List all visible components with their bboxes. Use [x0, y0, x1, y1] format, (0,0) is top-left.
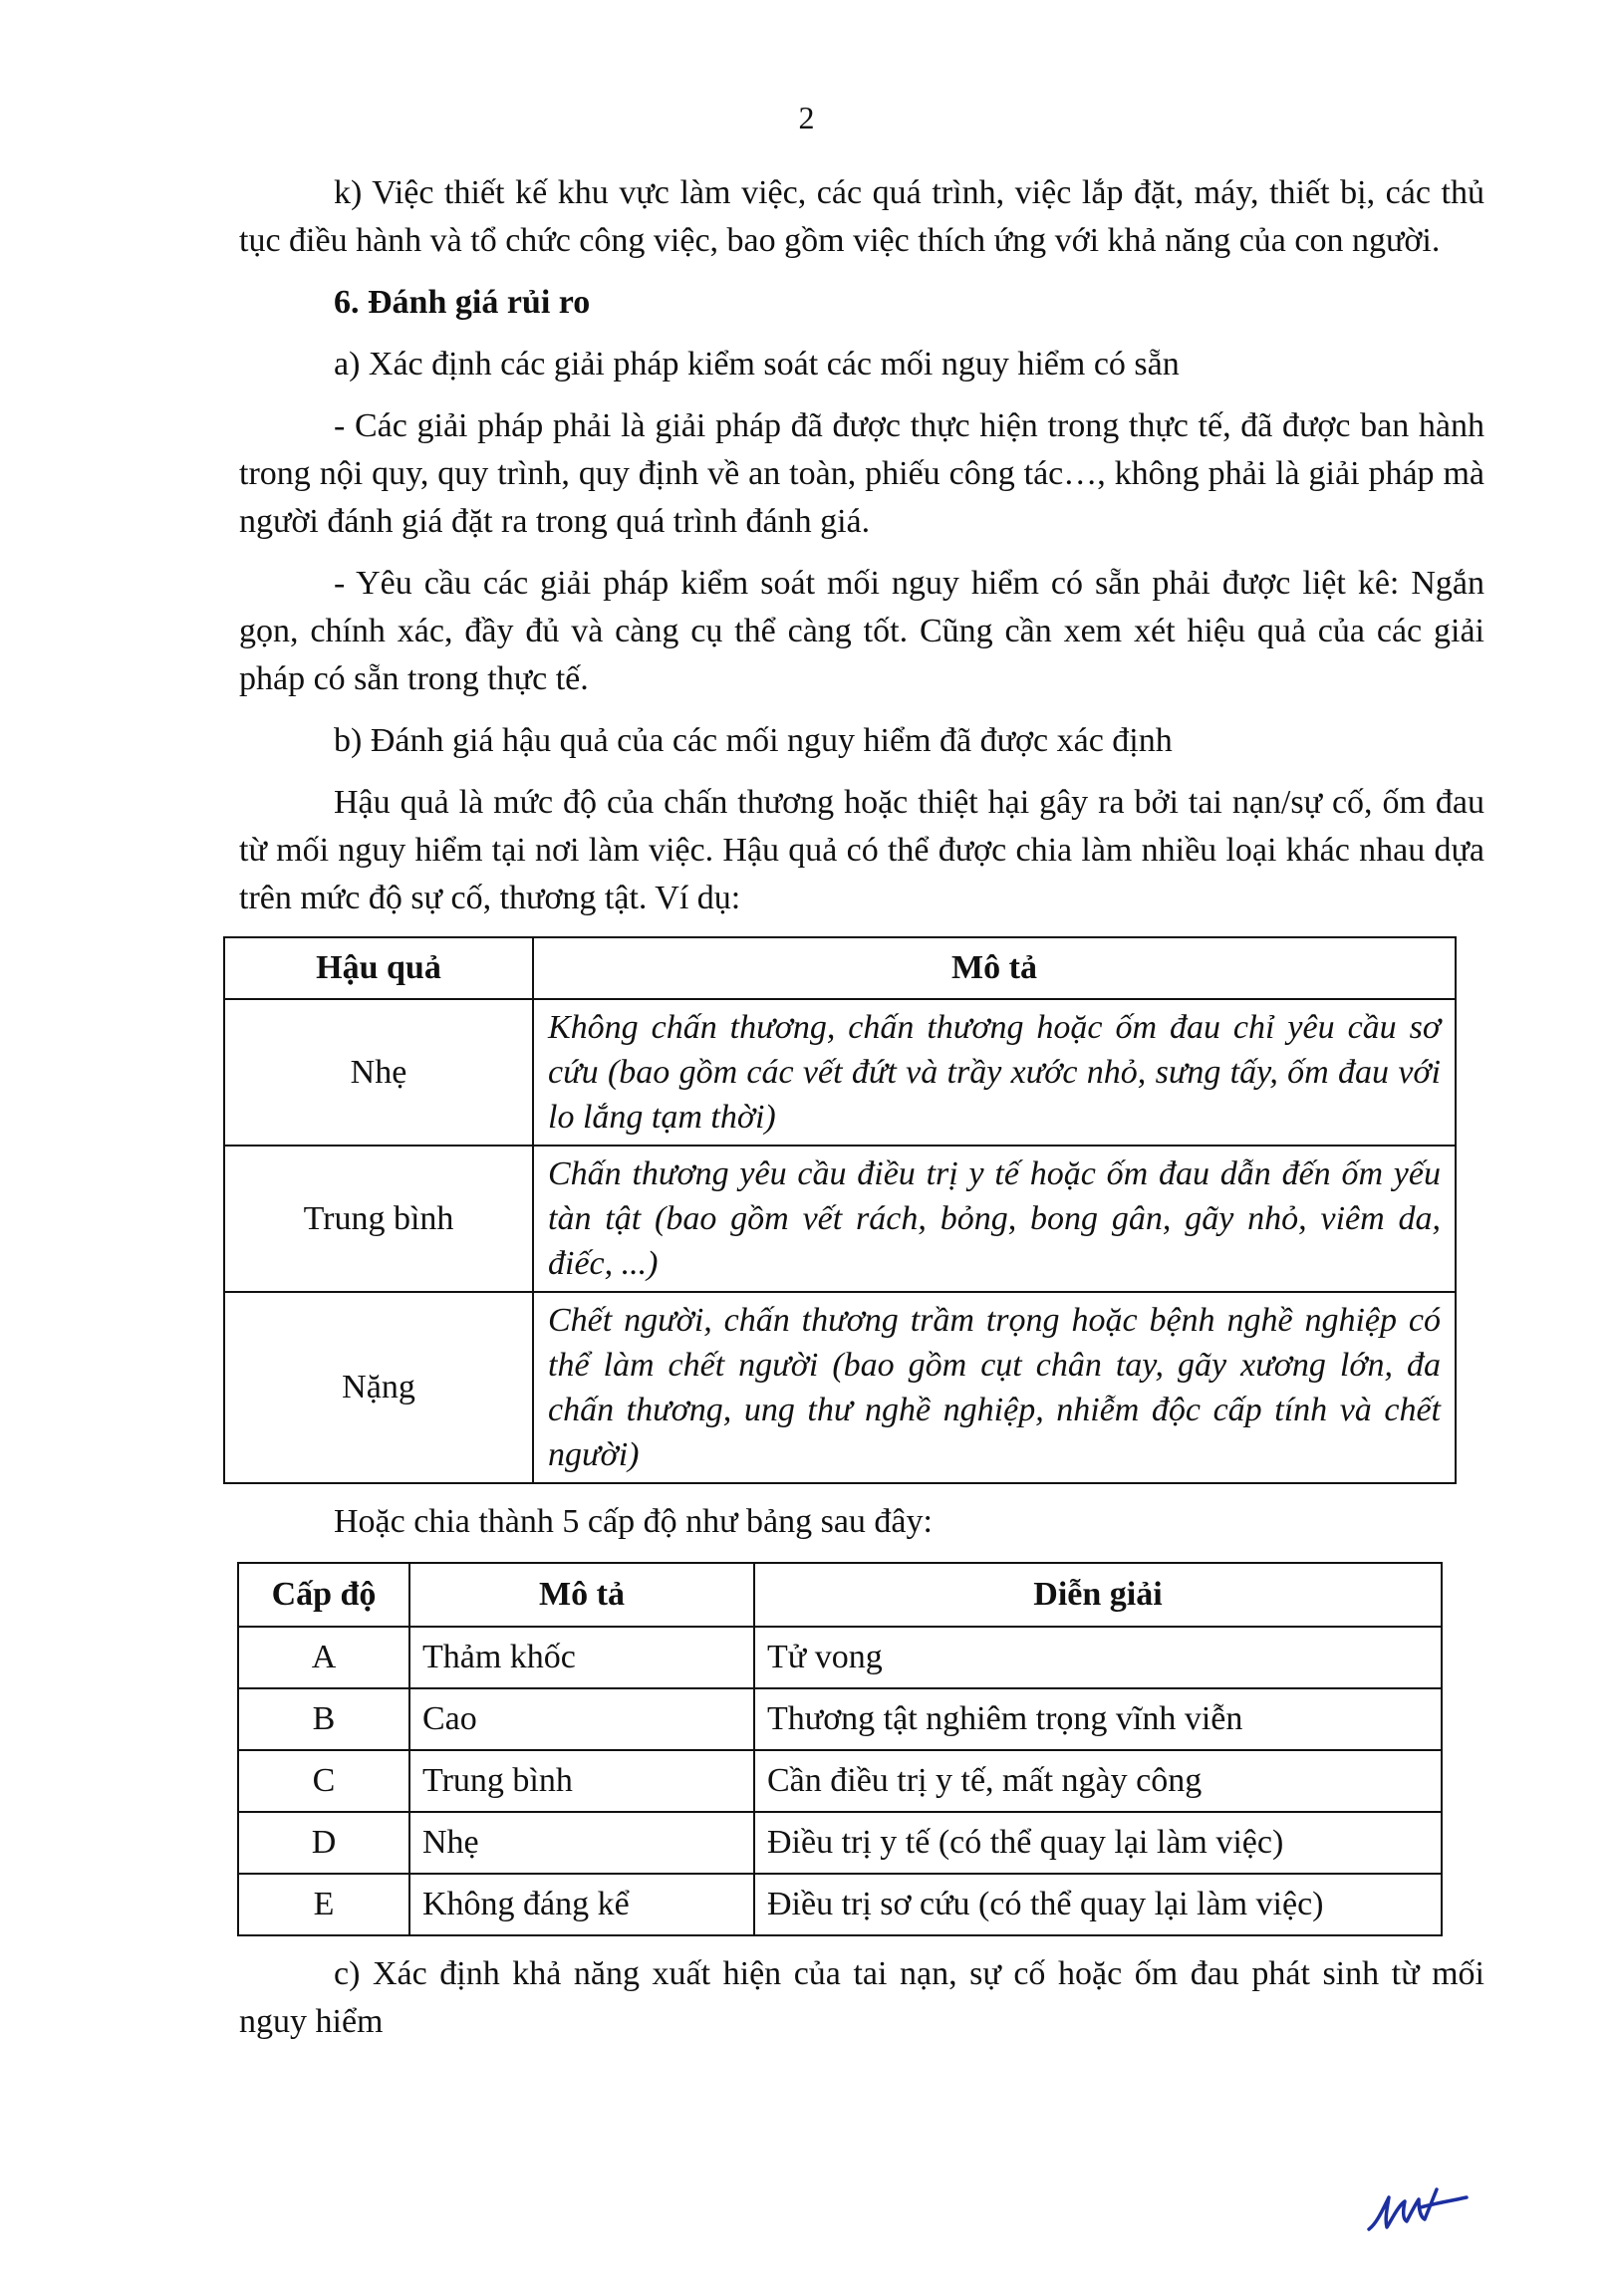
table-header-row	[224, 937, 1456, 999]
page-number: 2	[798, 100, 815, 135]
document-body	[239, 169, 1484, 2060]
table-cell-description: Chấn thương yêu cầu điều trị y tế hoặc ốm đau dẫn đến ốm yếu tàn tật (bao gồm vết rách, bỏng, bong gân, gãy nhỏ, viêm da, điếc, ...)	[533, 1146, 1456, 1292]
table-row	[238, 1750, 1442, 1812]
table-row	[224, 1146, 1456, 1292]
table-cell-explanation: Tử vong	[754, 1627, 1442, 1688]
consequence-table	[223, 936, 1457, 1484]
table-header: Diễn giải	[754, 1563, 1442, 1627]
table-cell-level: Trung bình	[224, 1146, 533, 1292]
table-row	[224, 1292, 1456, 1483]
table-row	[238, 1688, 1442, 1750]
table-cell-description: Cao	[409, 1688, 754, 1750]
table-cell-description: Thảm khốc	[409, 1627, 754, 1688]
paragraph-c: c) Xác định khả năng xuất hiện của tai nạn, sự cố hoặc ốm đau phát sinh từ mối nguy hiểm	[239, 1955, 1484, 2040]
paragraph-b1: Hậu quả là mức độ của chấn thương hoặc thiệt hại gây ra bởi tai nạn/sự cố, ốm đau từ mối nguy hiểm tại nơi làm việc. Hậu quả có thể được chia làm nhiều loại khác nhau dựa trên mức độ sự cố, thương tật. Ví dụ:	[239, 784, 1484, 916]
paragraph-or: Hoặc chia thành 5 cấp độ như bảng sau đây:	[334, 1503, 933, 1540]
signature-stroke	[1369, 2189, 1467, 2229]
table-row	[238, 1627, 1442, 1688]
table-header: Mô tả	[409, 1563, 754, 1627]
table-row	[224, 999, 1456, 1146]
table-row	[238, 1874, 1442, 1935]
handwritten-initials	[1363, 2179, 1473, 2239]
table-header: Cấp độ	[238, 1563, 409, 1627]
table-cell-level: Nặng	[224, 1292, 533, 1483]
paragraph-a: a) Xác định các giải pháp kiểm soát các mối nguy hiểm có sẵn	[334, 346, 1180, 383]
table-cell-level: B	[238, 1688, 409, 1750]
table-row	[238, 1812, 1442, 1874]
table-cell-description: Không chấn thương, chấn thương hoặc ốm đau chỉ yêu cầu sơ cứu (bao gồm các vết đứt và trầy xước nhỏ, sưng tấy, ốm đau với lo lắng tạm thời)	[533, 999, 1456, 1146]
level-table	[237, 1562, 1443, 1936]
table-cell-explanation: Điều trị y tế (có thể quay lại làm việc)	[754, 1812, 1442, 1874]
paragraph-b: b) Đánh giá hậu quả của các mối nguy hiểm đã được xác định	[334, 722, 1173, 759]
table-header: Hậu quả	[224, 937, 533, 999]
table-cell-level: C	[238, 1750, 409, 1812]
table-cell-level: A	[238, 1627, 409, 1688]
paragraph-a2: - Yêu cầu các giải pháp kiểm soát mối nguy hiểm có sẵn phải được liệt kê: Ngắn gọn, chính xác, đầy đủ và càng cụ thể càng tốt. Cũng cần xem xét hiệu quả của các giải pháp có sẵn trong thực tế.	[239, 565, 1484, 697]
section-heading: 6. Đánh giá rủi ro	[334, 284, 591, 321]
table-cell-level: Nhẹ	[224, 999, 533, 1146]
paragraph-a1: - Các giải pháp phải là giải pháp đã được thực hiện trong thực tế, đã được ban hành trong nội quy, quy trình, quy định về an toàn, phiếu công tác…, không phải là giải pháp mà người đánh giá đặt ra trong quá trình đánh giá.	[239, 407, 1484, 540]
table-cell-description: Trung bình	[409, 1750, 754, 1812]
table-cell-level: D	[238, 1812, 409, 1874]
table-cell-description: Không đáng kể	[409, 1874, 754, 1935]
table-header-row	[238, 1563, 1442, 1627]
table-cell-explanation: Thương tật nghiêm trọng vĩnh viễn	[754, 1688, 1442, 1750]
table-header: Mô tả	[533, 937, 1456, 999]
table-cell-explanation: Điều trị sơ cứu (có thể quay lại làm việc)	[754, 1874, 1442, 1935]
table-cell-level: E	[238, 1874, 409, 1935]
table-cell-description: Chết người, chấn thương trầm trọng hoặc bệnh nghề nghiệp có thể làm chết người (bao gồm cụt chân tay, gãy xương lớn, đa chấn thương, ung thư nghề nghiệp, nhiễm độc cấp tính và chết người)	[533, 1292, 1456, 1483]
paragraph-k: k) Việc thiết kế khu vực làm việc, các quá trình, việc lắp đặt, máy, thiết bị, các thủ tục điều hành và tổ chức công việc, bao gồm việc thích ứng với khả năng của con người.	[239, 174, 1484, 259]
table-cell-description: Nhẹ	[409, 1812, 754, 1874]
table-cell-explanation: Cần điều trị y tế, mất ngày công	[754, 1750, 1442, 1812]
